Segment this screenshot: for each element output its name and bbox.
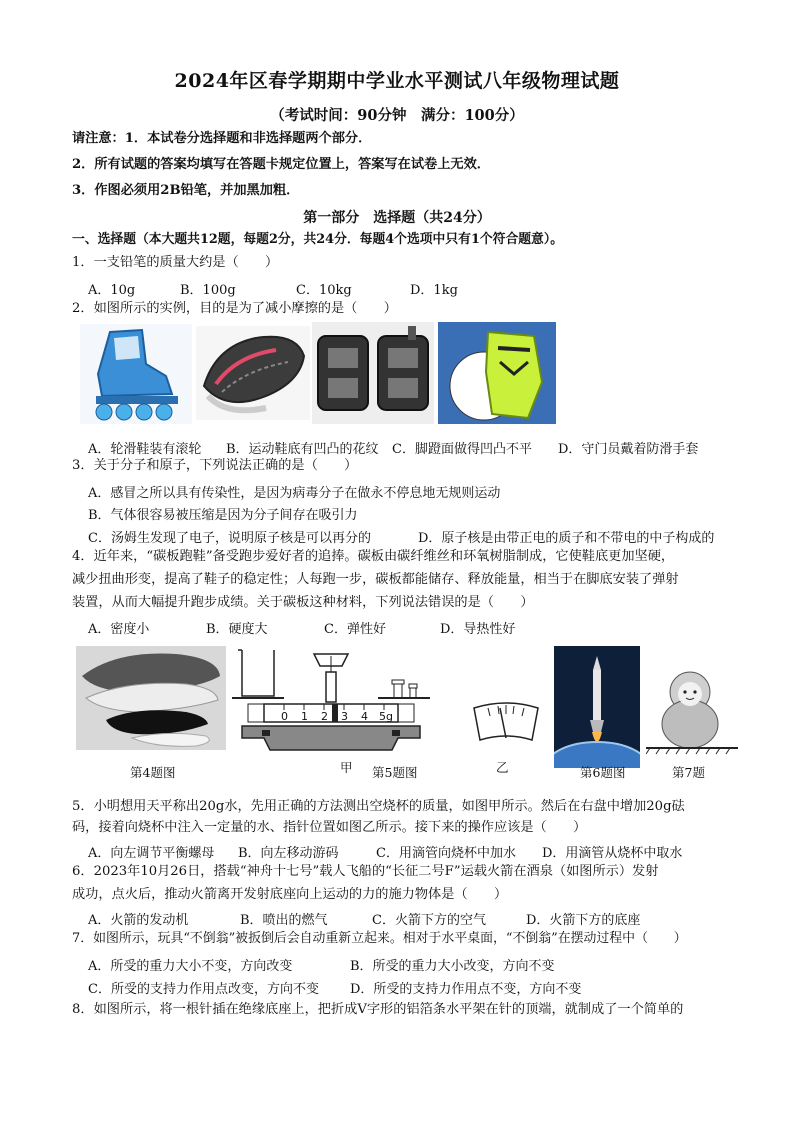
q7-option-c: C．所受的支持力作用点改变，方向不变 [88, 982, 319, 997]
section-instruction: 一、选择题（本大题共12题，每题2分，共24分．每题4个选项中只有1个符合题意）。 [72, 232, 564, 247]
q1-option-a: A．10g [88, 283, 136, 298]
page-title: 2024年区春学期期中学业水平测试八年级物理试题 [174, 70, 620, 92]
q5-option-d: D．用滴管从烧杯中取水 [542, 846, 683, 861]
q5-stem-line-2: 码，接着向烧杯中注入一定量的水、指针位置如图乙所示。接下来的操作应该是（ ） [72, 820, 587, 835]
carbon-shoe-layers-image [76, 646, 226, 750]
caption-fig6: 第6题图 [580, 765, 626, 780]
q7-option-d: D．所受的支持力作用点不变，方向不变 [350, 982, 582, 997]
q2-option-b: B．运动鞋底有凹凸的花纹 [226, 442, 379, 457]
note-3: 3．作图必须用2B铅笔，并加黑加粗． [72, 183, 300, 198]
caption-jia: 甲 [340, 760, 353, 775]
scale-number-1: 1 [301, 710, 308, 723]
q4-option-d: D．导热性好 [440, 622, 516, 637]
sneaker-sole-image [196, 326, 310, 420]
tumbler-toy-image [646, 666, 738, 756]
balance-scale-diagram [228, 646, 434, 758]
q1-stem: 1．一支铅笔的质量大约是（ ） [72, 255, 279, 270]
bike-pedal-image [312, 322, 434, 424]
caption-yi: 乙 [496, 760, 509, 775]
q7-stem: 7．如图所示，玩具“不倒翁”被扳倒后会自动重新立起来。相对于水平桌面，“不倒翁”在摆动过程中（ ） [72, 931, 687, 946]
q1-option-b: B．100g [180, 283, 236, 298]
q2-option-c: C．脚蹬面做得凹凸不平 [392, 442, 532, 457]
q3-option-d: D．原子核是由带正电的质子和不带电的中子构成的 [418, 531, 715, 546]
caption-fig5: 第5题图 [372, 765, 418, 780]
note-2: 2．所有试题的答案均填写在答题卡规定位置上，答案写在试卷上无效． [72, 157, 490, 172]
q6-option-d: D．火箭下方的底座 [526, 913, 641, 928]
q4-stem-line-1: 4．近年来，“碳板跑鞋”备受跑步爱好者的追捧。碳板由碳纤维丝和环氧树脂制成，它使鞋底更加坚硬， [72, 549, 675, 564]
q5-option-b: B．向左移动游码 [238, 846, 339, 861]
roller-skate-image [80, 324, 192, 424]
q6-option-b: B．喷出的燃气 [240, 913, 328, 928]
q1-option-c: C．10kg [296, 283, 352, 298]
q3-stem: 3．关于分子和原子，下列说法正确的是（ ） [72, 458, 358, 473]
q3-option-c: C．汤姆生发现了电子，说明原子核是可以再分的 [88, 531, 371, 546]
scale-number-3: 3 [341, 710, 348, 723]
q7-option-b: B．所受的重力大小改变，方向不变 [350, 959, 555, 974]
caption-fig7: 第7题 [672, 765, 705, 780]
q6-stem-line-1: 6．2023年10月26日，搭载“神舟十七号”载人飞船的“长征二号F”运载火箭在酒泉（如图所示）发射 [72, 864, 659, 879]
part-heading: 第一部分 选择题（共24分） [303, 210, 491, 226]
q8-stem: 8．如图所示，将一根针插在绝缘底座上，把折成V字形的铝箔条水平架在针的顶端，就制成了一个简单的 [72, 1002, 684, 1017]
q4-stem-line-3: 装置，从而大幅提升跑步成绩。关于碳板这种材料，下列说法错误的是（ ） [72, 595, 534, 610]
q4-option-c: C．弹性好 [324, 622, 386, 637]
scale-number-4: 4 [361, 710, 368, 723]
q5-option-a: A．向左调节平衡螺母 [88, 846, 215, 861]
q2-stem: 2．如图所示的实例，目的是为了减小摩擦的是（ ） [72, 301, 397, 316]
exam-info: （考试时间：90分钟 满分：100分） [270, 107, 524, 124]
q5-option-c: C．用滴管向烧杯中加水 [376, 846, 516, 861]
q4-option-a: A．密度小 [88, 622, 150, 637]
scale-number-5: 5g [379, 710, 393, 723]
q6-stem-line-2: 成功，点火后，推动火箭离开发射底座向上运动的力的施力物体是（ ） [72, 887, 508, 902]
scale-number-0: 0 [281, 710, 288, 723]
pointer-dial-image [470, 700, 542, 756]
q1-option-d: D．1kg [410, 283, 458, 298]
goalkeeper-glove-image [438, 322, 556, 424]
q4-stem-line-2: 减少扭曲形变，提高了鞋子的稳定性；人每跑一步，碳板都能储存、释放能量，相当于在脚底安装了弹射 [72, 572, 679, 587]
q2-option-a: A．轮滑鞋装有滚轮 [88, 442, 202, 457]
caption-fig4: 第4题图 [130, 765, 176, 780]
q3-option-a: A．感冒之所以具有传染性，是因为病毒分子在做永不停息地无规则运动 [88, 486, 501, 501]
q6-option-a: A．火箭的发动机 [88, 913, 189, 928]
q4-option-b: B．硬度大 [206, 622, 268, 637]
q3-option-b: B．气体很容易被压缩是因为分子间存在吸引力 [88, 508, 358, 523]
rocket-launch-image [554, 646, 640, 768]
note-1: 请注意：1．本试卷分选择题和非选择题两个部分． [72, 131, 372, 146]
q2-option-d: D．守门员戴着防滑手套 [558, 442, 699, 457]
q5-stem-line-1: 5．小明想用天平称出20g水，先用正确的方法测出空烧杯的质量，如图甲所示。然后在右盘中增加20g砝 [72, 799, 685, 814]
scale-number-2: 2 [321, 710, 328, 723]
q6-option-c: C．火箭下方的空气 [372, 913, 486, 928]
q7-option-a: A．所受的重力大小不变，方向改变 [88, 959, 293, 974]
